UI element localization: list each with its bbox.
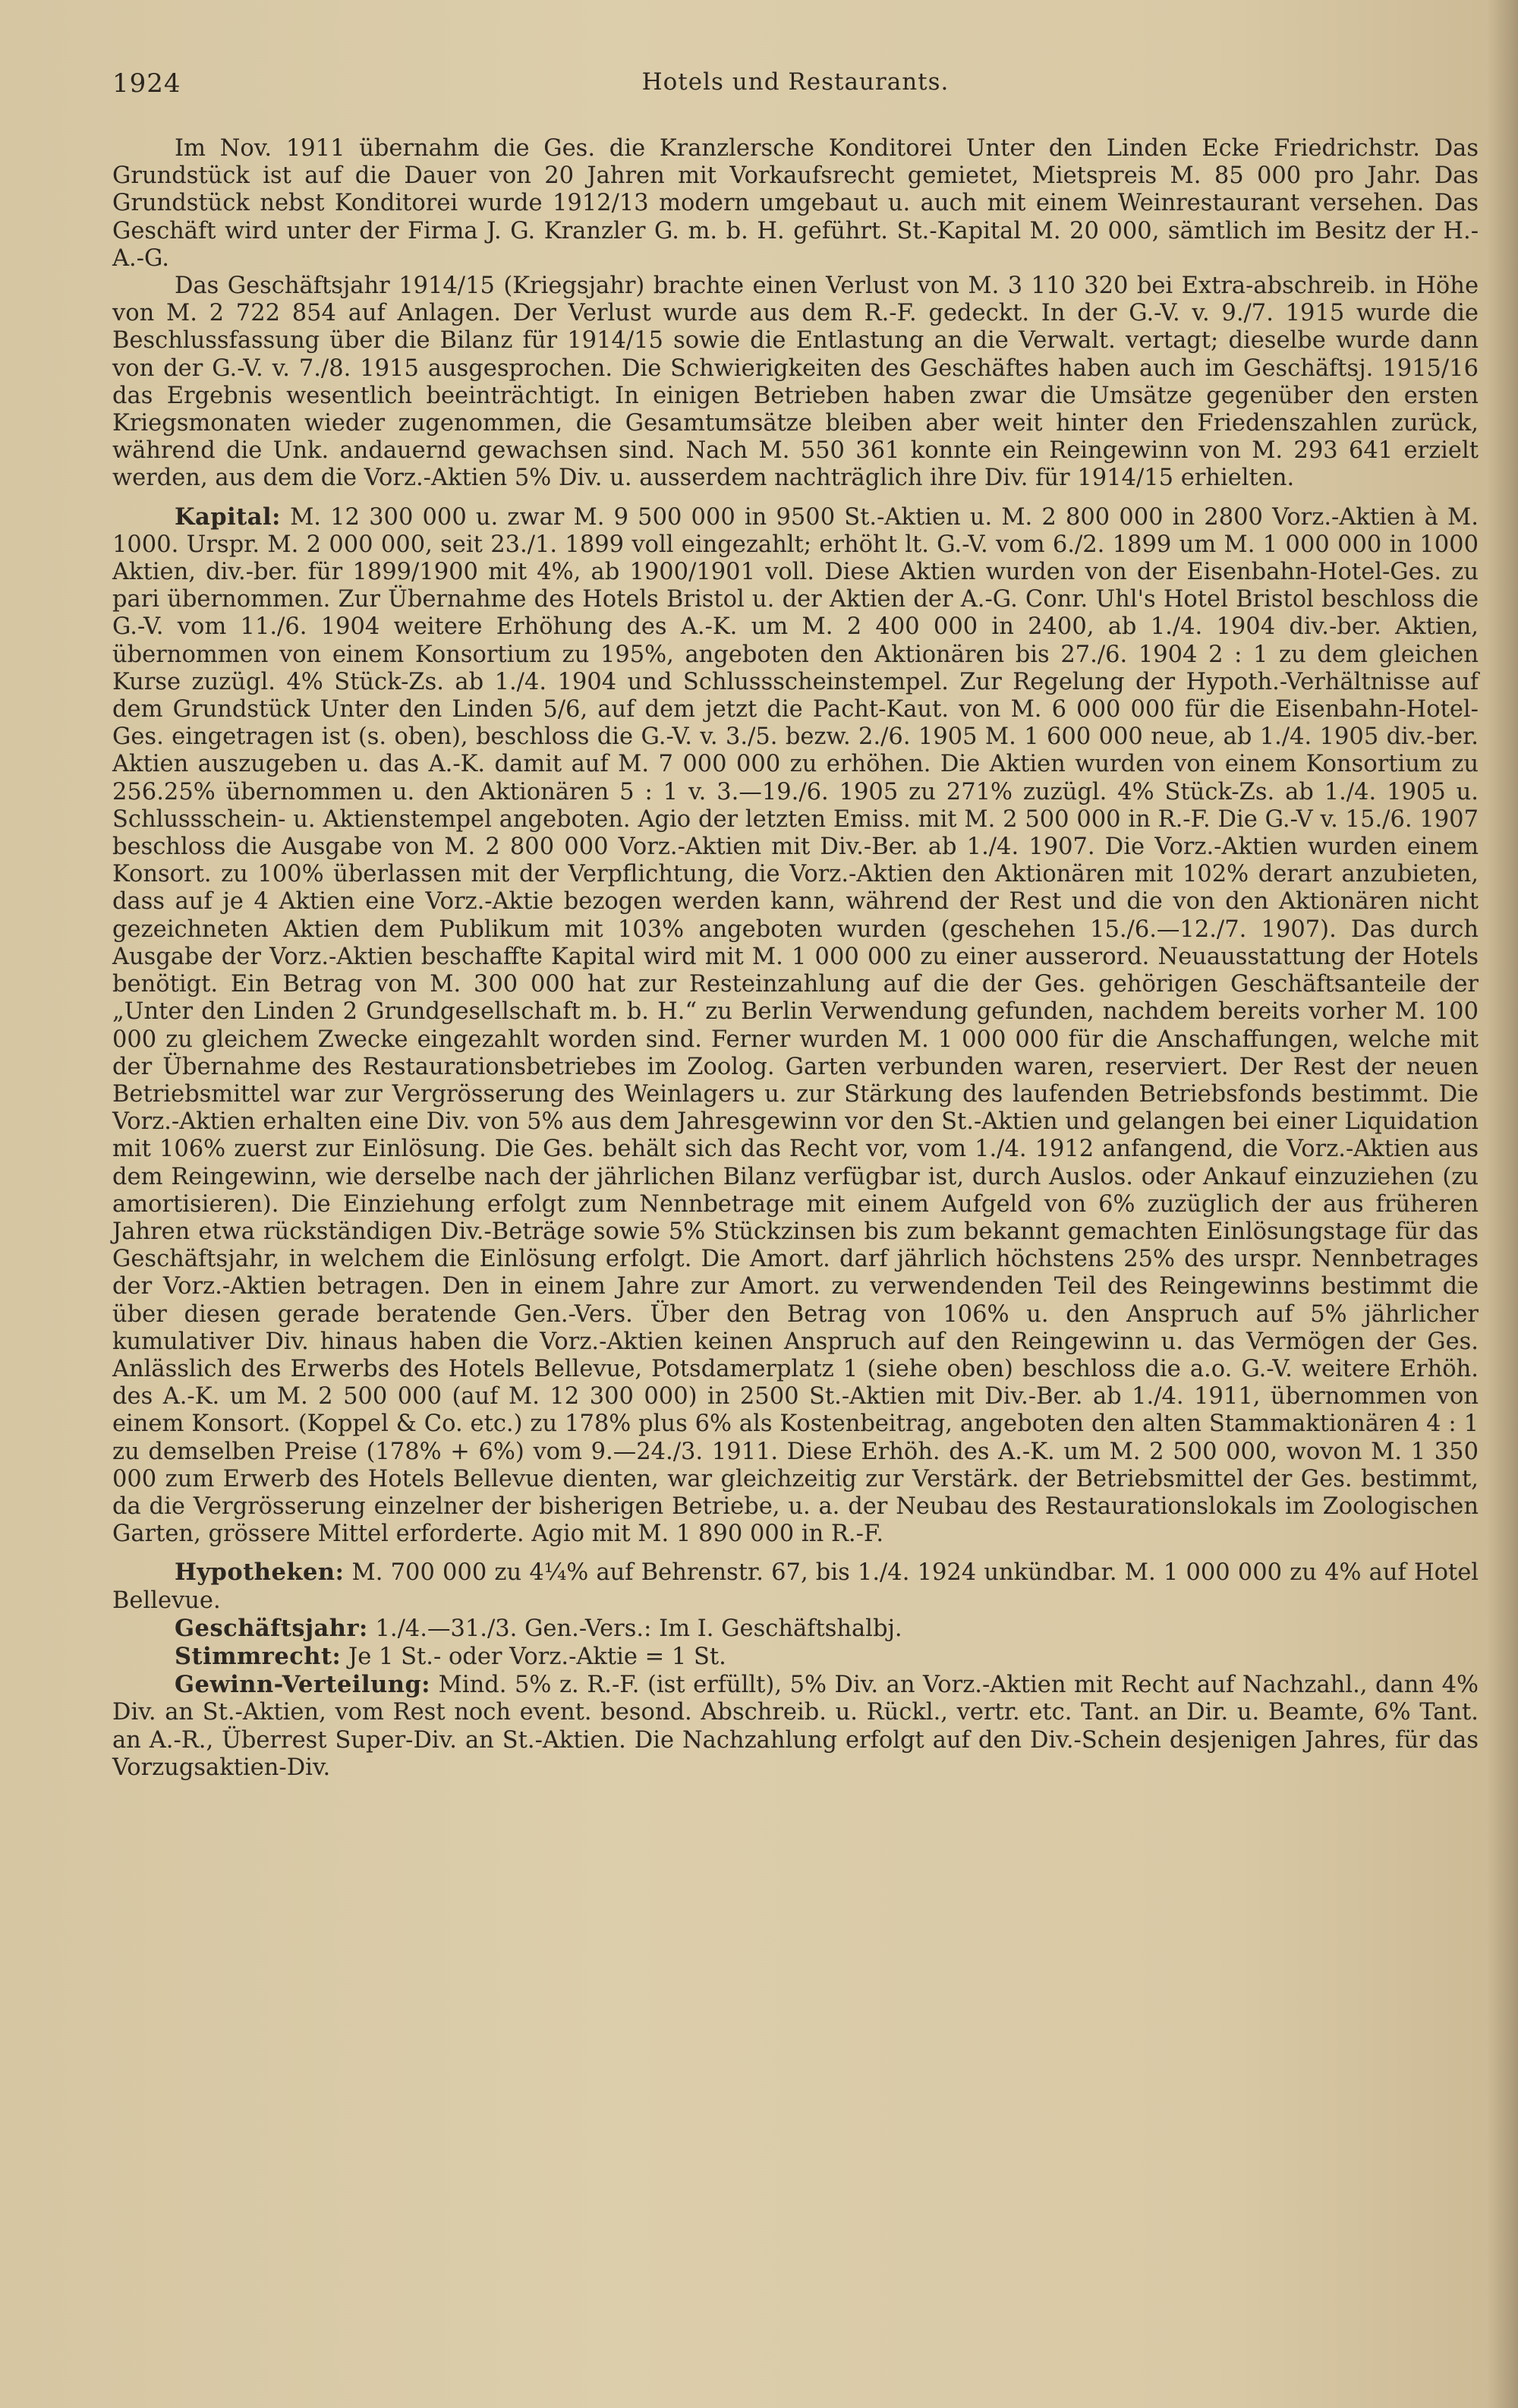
paragraph-gewinn-verteilung	[112, 1671, 1479, 1782]
section-lead-gewinn-verteilung: Gewinn-Verteilung:	[175, 1671, 431, 1699]
section-lead-geschaeftsjahr: Geschäftsjahr:	[175, 1614, 368, 1642]
section-lead-kapital: Kapital:	[175, 503, 281, 531]
running-head: Hotels und Restaurants.	[641, 68, 950, 96]
paragraph-geschaeftsjahr	[112, 1615, 1479, 1643]
paragraph-geschaeftsjahr-1914	[112, 273, 1479, 493]
page-body	[112, 135, 1479, 1782]
page-number: 1924	[112, 68, 181, 99]
paragraph-text: M. 700 000 zu 4¼% auf Behrenstr. 67, bis 1./4. 1924 unkündbar. M. 1 000 000 zu 4% auf Hotel Bellevue.	[112, 1559, 1479, 1614]
paragraph-text: 1./4.—31./3. Gen.-Vers.: Im I. Geschäftshalbj.	[375, 1615, 902, 1642]
paragraph-text: Mind. 5% z. R.-F. (ist erfüllt), 5% Div. an Vorz.-Aktien mit Recht auf Nachzahl., dann 4% Div. an St.-Aktien, vom Rest noch event. besond. Abschreib. u. Rückl., vertr. etc. Tant. an Dir. u. Beamte, 6% Tant. an A.-R., Überrest Super-Div. an St.-Aktien. Die Nachzahlung erfolgt auf den Div.-Schein desjenigen Jahres, für das Vorzugsaktien-Div.	[112, 1672, 1479, 1781]
page-edge-shadow	[1488, 0, 1518, 2408]
paragraph-text: M. 12 300 000 u. zwar M. 9 500 000 in 9500 St.-Aktien u. M. 2 800 000 in 2800 Vorz.-Aktien à M. 1000. Urspr. M. 2 000 000, seit 23./1. 1899 voll eingezahlt; erhöht lt. G.-V. vom 6./2. 1899 um M. 1 000 000 in 1000 Aktien, div.-ber. für 1899/1900 mit 4%, ab 1900/1901 voll. Diese Aktien wurden von der Eisenbahn-Hotel-Ges. zu pari übernommen. Zur Übernahme des Hotels Bristol u. der Aktien der A.-G. Conr. Uhl's Hotel Bristol beschloss die G.-V. vom 11./6. 1904 weitere Erhöhung des A.-K. um M. 2 400 000 in 2400, ab 1./4. 1904 div.-ber. Aktien, übernommen von einem Konsortium zu 195%, angeboten den Aktionären bis 27./6. 1904 2 : 1 zu dem gleichen Kurse zuzügl. 4% Stück-Zs. ab 1./4. 1904 und Schlussscheinstempel. Zur Regelung der Hypoth.-Verhältnisse auf dem Grundstück Unter den Linden 5/6, auf dem jetzt die Pacht-Kaut. von M. 6 000 000 für die Eisenbahn-Hotel-Ges. eingetragen ist (s. oben), beschloss die G.-V. v. 3./5. bezw. 2./6. 1905 M. 1 600 000 neue, ab 1./4. 1905 div.-ber. Aktien auszugeben u. das A.-K. damit auf M. 7 000 000 zu erhöhen. Die Aktien wurden von einem Konsortium zu 256.25% übernommen u. den Aktionären 5 : 1 v. 3.—19./6. 1905 zu 271% zuzügl. 4% Stück-Zs. ab 1./4. 1905 u. Schlussschein- u. Aktienstempel angeboten. Agio der letzten Emiss. mit M. 2 500 000 in R.-F. Die G.-V v. 15./6. 1907 beschloss die Ausgabe von M. 2 800 000 Vorz.-Aktien mit Div.-Ber. ab 1./4. 1907. Die Vorz.-Aktien wurden einem Konsort. zu 100% überlassen mit der Verpflichtung, die Vorz.-Aktien den Aktionären mit 102% derart anzubieten, dass auf je 4 Aktien eine Vorz.-Aktie bezogen werden kann, während der Rest und die von den Aktionären nicht gezeichneten Aktien dem Publikum mit 103% angeboten wurden (geschehen 15./6.—12./7. 1907). Das durch Ausgabe der Vorz.-Aktien beschaffte Kapital wird mit M. 1 000 000 zu einer ausserord. Neuausstattung der Hotels benötigt. Ein Betrag von M. 300 000 hat zur Resteinzahlung auf die der Ges. gehörigen Geschäftsanteile der „Unter den Linden 2 Grundgesellschaft m. b. H.“ zu Berlin Verwendung gefunden, nachdem bereits vorher M. 100 000 zu gleichem Zwecke eingezahlt worden sind. Ferner wurden M. 1 000 000 für die Anschaffungen, welche mit der Übernahme des Restaurationsbetriebes im Zoolog. Garten verbunden waren, reserviert. Der Rest der neuen Betriebsmittel war zur Vergrösserung des Weinlagers u. zur Stärkung des laufenden Betriebsfonds bestimmt. Die Vorz.-Aktien erhalten eine Div. von 5% aus dem Jahresgewinn vor den St.-Aktien und gelangen bei einer Liquidation mit 106% zuerst zur Einlösung. Die Ges. behält sich das Recht vor, vom 1./4. 1912 anfangend, die Vorz.-Aktien aus dem Reingewinn, wie derselbe nach der jährlichen Bilanz verfügbar ist, durch Auslos. oder Ankauf einzuziehen (zu amortisieren). Die Einziehung erfolgt zum Nennbetrage mit einem Aufgeld von 6% zuzüglich der aus früheren Jahren etwa rückständigen Div.-Beträge sowie 5% Stückzinsen bis zum bekannt gemachten Einlösungstage für das Geschäftsjahr, in welchem die Einlösung erfolgt. Die Amort. darf jährlich höchstens 25% des urspr. Nennbetrages der Vorz.-Aktien betragen. Den in einem Jahre zur Amort. zu verwendenden Teil des Reingewinns bestimmt die über diesen gerade beratende Gen.-Vers. Über den Betrag von 106% u. den Anspruch auf 5% jährlicher kumulativer Div. hinaus haben die Vorz.-Aktien keinen Anspruch auf den Reingewinn u. das Vermögen der Ges. Anlässlich des Erwerbs des Hotels Bellevue, Potsdamerplatz 1 (siehe oben) beschloss die a.o. G.-V. weitere Erhöh. des A.-K. um M. 2 500 000 (auf M. 12 300 000) in 2500 St.-Aktien mit Div.-Ber. ab 1./4. 1911, übernommen von einem Konsort. (Koppel & Co. etc.) zu 178% plus 6% als Kostenbeitrag, angeboten den alten Stammaktionären 4 : 1 zu demselben Preise (178% + 6%) vom 9.—24./3. 1911. Diese Erhöh. des A.-K. um M. 2 500 000, wovon M. 1 350 000 zum Erwerb des Hotels Bellevue dienten, war gleichzeitig zur Verstärk. der Betriebsmittel der Ges. bestimmt, da die Vergrösserung einzelner der bisherigen Betriebe, u. a. der Neubau des Restaurationslokals im Zoologischen Garten, grössere Mittel erforderte. Agio mit M. 1 890 000 in R.-F.	[112, 503, 1479, 1548]
section-lead-stimmrecht: Stimmrecht:	[175, 1642, 342, 1670]
page-header	[112, 68, 1479, 114]
section-lead-hypotheken: Hypotheken:	[175, 1559, 345, 1587]
paragraph-text: Im Nov. 1911 übernahm die Ges. die Kranzlersche Konditorei Unter den Linden Ecke Friedrichstr. Das Grundstück ist auf die Dauer von 20 Jahren mit Vorkaufsrecht gemietet, Mietspreis M. 85 000 pro Jahr. Das Grundstück nebst Konditorei wurde 1912/13 modern umgebaut u. auch mit einem Weinrestaurant versehen. Das Geschäft wird unter der Firma J. G. Kranzler G. m. b. H. geführt. St.-Kapital M. 20 000, sämtlich im Besitz der H.-A.-G.	[112, 135, 1479, 272]
paragraph-stimmrecht	[112, 1643, 1479, 1671]
paragraph-kapital	[112, 503, 1479, 1549]
paragraph-text: Das Geschäftsjahr 1914/15 (Kriegsjahr) brachte einen Verlust von M. 3 110 320 bei Extra-abschreib. in Höhe von M. 2 722 854 auf Anlagen. Der Verlust wurde aus dem R.-F. gedeckt. In der G.-V. v. 9./7. 1915 wurde die Beschlussfassung über die Bilanz für 1914/15 sowie die Entlastung an die Verwalt. vertagt; dieselbe wurde dann von der G.-V. v. 7./8. 1915 ausgesprochen. Die Schwierigkeiten des Geschäftes haben auch im Geschäftsj. 1915/16 das Ergebnis wesentlich beeinträchtigt. In einigen Betrieben haben zwar die Umsätze gegenüber den ersten Kriegsmonaten wieder zugenommen, die Gesamtumsätze bleiben aber weit hinter den Friedenszahlen zurück, während die Unk. andauernd gewachsen sind. Nach M. 550 361 konnte ein Reingewinn von M. 293 641 erzielt werden, aus dem die Vorz.-Aktien 5% Div. u. ausserdem nachträglich ihre Div. für 1914/15 erhielten.	[112, 273, 1479, 492]
paragraph-text: Je 1 St.- oder Vorz.-Aktie = 1 St.	[348, 1643, 726, 1670]
paragraph-hypotheken	[112, 1559, 1479, 1614]
paragraph-kranzler	[112, 135, 1479, 273]
